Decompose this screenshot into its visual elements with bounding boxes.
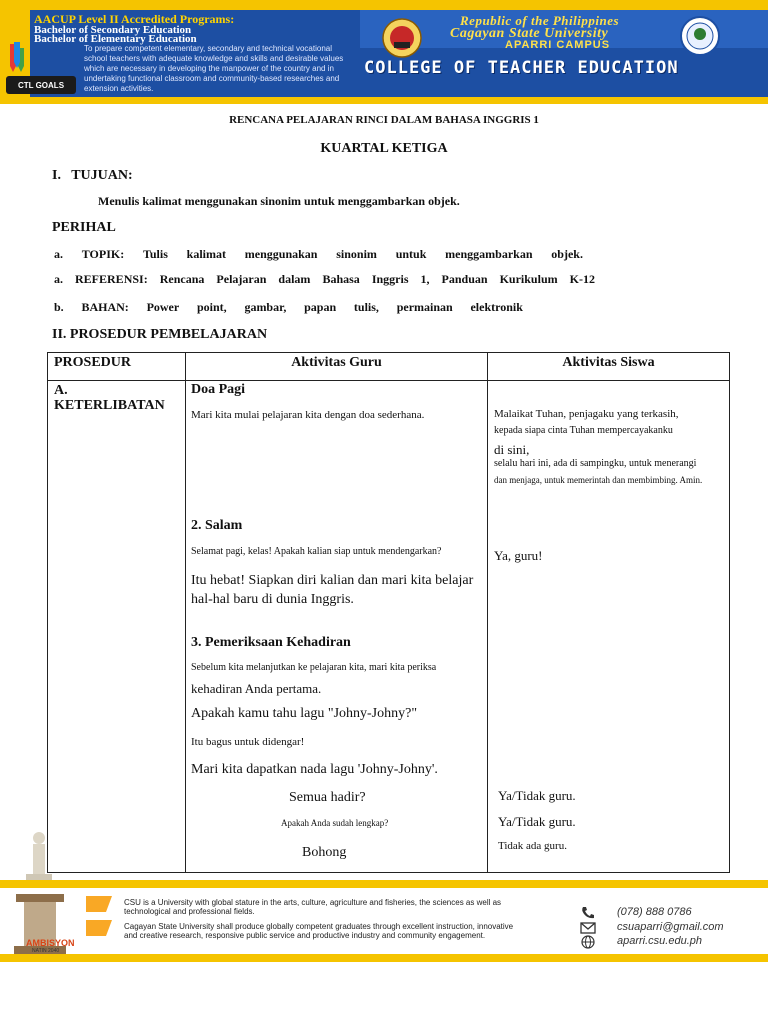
materials-line: b. BAHAN: Power point, gambar, papan tulis, permainan elektronik [54, 300, 523, 314]
section-subject-heading: PERIHAL [52, 220, 116, 235]
college-name: COLLEGE OF TEACHER EDUCATION [364, 58, 679, 78]
topic-line: a. TOPIK: Tulis kalimat menggunakan sinonim untuk menggambarkan objek. [54, 247, 583, 261]
footer-banner [0, 880, 768, 962]
pencil-icon [6, 40, 30, 74]
song-good: Itu bagus untuk didengar! [191, 736, 305, 748]
student-reply-yes-teacher: Ya, guru! [494, 548, 543, 563]
section-objective-heading: I. TUJUAN: [52, 168, 133, 183]
email-icon [580, 921, 596, 935]
program-secondary: Bachelor of Secondary Education [34, 24, 192, 36]
ctl-goals-logo [6, 76, 76, 94]
attendance-line-2: kehadiran Anda pertama. [191, 681, 322, 696]
statue-icon [20, 826, 58, 886]
vision-text: CSU is a University with global stature in the arts, culture, agriculture and fisheries, the sciences as well as technological and professional fields. [124, 898, 502, 916]
student-prayer-line-2: kepada siapa cinta Tuhan mempercayakanku [494, 425, 673, 436]
encouragement-line-1: Itu hebat! Siapkan diri kalian dan mari kita belajar [191, 573, 474, 588]
stage-name: KETERLIBATAN [54, 398, 165, 413]
college-mission-text: To prepare competent elementary, secondary and technical vocational school teachers with adequate knowledge and skills and desirable values which are necessary in developing the manpower of the country and in undertaking functional classroom and community-based researches and extension activities. [84, 44, 344, 93]
song-question: Apakah kamu tahu lagu "Johny-Johny?" [191, 706, 418, 721]
phone-number: (078) 888 0786 [617, 906, 692, 918]
natin-label: NATIN 2040 [32, 948, 60, 954]
student-reply-none: Tidak ada guru. [498, 840, 567, 852]
encouragement-line-2: hal-hal baru di dunia Inggris. [191, 592, 354, 607]
university-name: Cagayan State University [450, 26, 609, 41]
header-procedure: PROSEDUR [54, 355, 132, 370]
section-procedure-heading: II. PROSEDUR PEMBELAJARAN [52, 327, 268, 342]
mission-text: Cagayan State University shall produce globally competent graduates through excellent instruction, innovative and creative research, responsive public service and productive industry and community engagement. [124, 922, 514, 940]
complete-question: Apakah Anda sudah lengkap? [281, 818, 389, 828]
student-prayer-line-5: dan menjaga, untuk memerintah dan membimbing. Amin. [494, 475, 703, 485]
csu-seal-icon [680, 16, 720, 56]
phone-icon [580, 906, 596, 920]
song-tune: Mari kita dapatkan nada lagu 'Johny-Johny'. [191, 762, 438, 777]
prayer-instruction: Mari kita mulai pelajaran kita dengan doa sederhana. [191, 409, 425, 421]
website-address: aparri.csu.edu.ph [617, 935, 702, 947]
header-student-activity: Aktivitas Siswa [562, 355, 655, 370]
program-elementary: Bachelor of Elementary Education [34, 33, 197, 45]
mission-badge-icon [86, 920, 112, 936]
all-present-question: Semua hadir? [289, 790, 366, 805]
email-address: csuaparri@gmail.com [617, 921, 724, 933]
attendance-line-1: Sebelum kita melanjutkan ke pelajaran kita, mari kita periksa [191, 662, 437, 673]
campus-name: APARRI CAMPUS [505, 39, 611, 51]
greeting-title: 2. Salam [191, 518, 243, 533]
student-prayer-line-4: selalu hari ini, ada di sampingku, untuk menerangi [494, 458, 697, 469]
prayer-title: Doa Pagi [191, 382, 246, 397]
vision-badge-icon [86, 896, 112, 912]
student-reply-yes-no-1: Ya/Tidak guru. [498, 788, 576, 803]
accredited-title: AACUP Level II Accredited Programs: [34, 12, 235, 26]
reference-line: a. REFERENSI: Rencana Pelajaran dalam Bahasa Inggris 1, Panduan Kurikulum K-12 [54, 272, 595, 286]
header-banner [0, 0, 768, 104]
stage-letter: A. [54, 383, 68, 398]
aparri-seal-icon [382, 18, 422, 58]
greeting-text: Selamat pagi, kelas! Apakah kalian siap untuk mendengarkan? [191, 546, 442, 557]
student-prayer-line-1: Malaikat Tuhan, penjagaku yang terkasih, [494, 408, 679, 420]
republic-label: Republic of the Philippines [460, 13, 620, 28]
student-prayer-line-3: di sini, [494, 442, 530, 457]
attendance-title: 3. Pemeriksaan Kehadiran [191, 635, 351, 650]
liar-text: Bohong [302, 845, 347, 860]
ambisyon-label: AMBISYON [26, 938, 75, 948]
objective-text: Menulis kalimat menggunakan sinonim untuk menggambarkan objek. [98, 194, 460, 208]
ctl-goals-label: CTL GOALS [17, 80, 65, 90]
quarter-title: KUARTAL KETIGA [320, 141, 448, 156]
header-teacher-activity: Aktivitas Guru [291, 355, 382, 370]
globe-icon [580, 935, 596, 949]
student-reply-yes-no-2: Ya/Tidak guru. [498, 814, 576, 829]
document-title: RENCANA PELAJARAN RINCI DALAM BAHASA INGGRIS 1 [229, 114, 539, 126]
